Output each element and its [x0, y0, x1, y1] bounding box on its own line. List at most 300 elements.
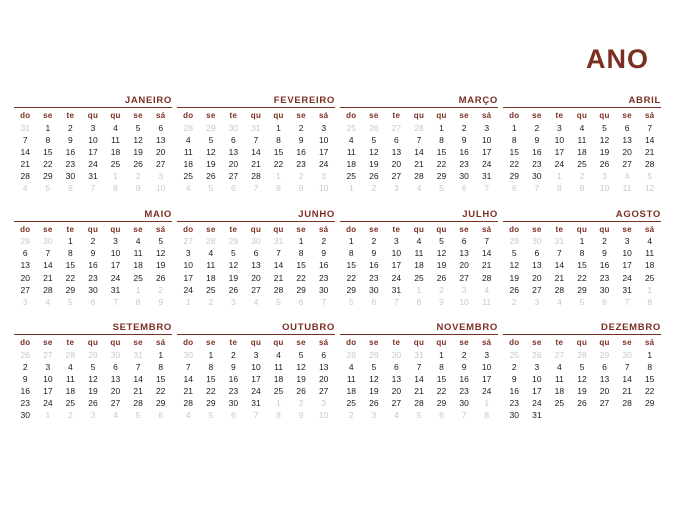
day-cell[interactable]: 6: [231, 410, 236, 421]
day-cell[interactable]: 5: [511, 248, 517, 259]
day-cell[interactable]: 5: [439, 236, 444, 247]
day-cell[interactable]: 25: [346, 171, 357, 182]
day-cell[interactable]: 20: [155, 146, 166, 157]
day-cell[interactable]: 21: [481, 260, 492, 271]
day-cell[interactable]: 27: [554, 349, 565, 360]
day-cell[interactable]: 24: [391, 272, 402, 283]
day-cell[interactable]: 12: [509, 260, 520, 271]
day-cell[interactable]: 2: [22, 362, 28, 373]
day-cell[interactable]: 8: [647, 362, 653, 373]
day-cell[interactable]: 14: [622, 374, 632, 385]
day-cell[interactable]: 2: [511, 362, 517, 373]
day-cell[interactable]: 30: [88, 284, 98, 295]
day-cell[interactable]: 2: [68, 410, 73, 421]
day-cell[interactable]: 14: [481, 248, 492, 259]
day-cell[interactable]: 29: [577, 284, 587, 295]
day-cell[interactable]: 23: [65, 158, 76, 169]
day-cell[interactable]: 21: [414, 386, 424, 397]
day-cell[interactable]: 30: [228, 398, 239, 409]
day-cell[interactable]: 3: [371, 410, 377, 421]
day-cell[interactable]: 3: [45, 362, 51, 373]
day-cell[interactable]: 25: [644, 272, 655, 283]
day-cell[interactable]: 18: [644, 260, 655, 271]
day-cell[interactable]: 23: [88, 272, 98, 283]
day-cell[interactable]: 1: [45, 410, 51, 421]
day-cell[interactable]: 10: [599, 183, 610, 194]
day-cell[interactable]: 16: [88, 260, 98, 271]
day-cell[interactable]: 7: [394, 296, 399, 307]
day-cell[interactable]: 4: [276, 349, 281, 360]
day-cell[interactable]: 17: [554, 146, 565, 157]
day-cell[interactable]: 7: [276, 248, 281, 259]
day-cell[interactable]: 11: [554, 374, 564, 385]
day-cell[interactable]: 14: [20, 146, 31, 157]
day-cell[interactable]: 29: [346, 284, 357, 295]
day-cell[interactable]: 26: [599, 158, 610, 169]
day-cell[interactable]: 4: [579, 122, 585, 133]
day-cell[interactable]: 31: [110, 284, 121, 295]
day-cell[interactable]: 14: [414, 146, 424, 157]
day-cell[interactable]: 29: [228, 236, 239, 247]
day-cell[interactable]: 11: [645, 248, 655, 259]
day-cell[interactable]: 17: [622, 260, 632, 271]
day-cell[interactable]: 17: [481, 374, 492, 385]
day-cell[interactable]: 9: [321, 248, 327, 259]
day-cell[interactable]: 22: [436, 158, 447, 169]
day-cell[interactable]: 13: [20, 260, 31, 271]
day-cell[interactable]: 18: [346, 158, 357, 169]
day-cell[interactable]: 22: [65, 272, 76, 283]
day-cell[interactable]: 1: [158, 349, 164, 360]
day-cell[interactable]: 31: [88, 171, 98, 182]
day-cell[interactable]: 29: [65, 284, 76, 295]
day-cell[interactable]: 14: [414, 374, 424, 385]
day-cell[interactable]: 4: [185, 183, 191, 194]
day-cell[interactable]: 13: [110, 374, 121, 385]
day-cell[interactable]: 1: [208, 349, 214, 360]
day-cell[interactable]: 5: [135, 122, 141, 133]
day-cell[interactable]: 30: [20, 410, 31, 421]
day-cell[interactable]: 3: [534, 362, 540, 373]
day-cell[interactable]: 3: [90, 122, 96, 133]
day-cell[interactable]: 19: [133, 146, 143, 157]
day-cell[interactable]: 2: [461, 349, 467, 360]
day-cell[interactable]: 23: [318, 272, 329, 283]
day-cell[interactable]: 10: [251, 362, 261, 373]
day-cell[interactable]: 8: [439, 362, 444, 373]
day-cell[interactable]: 25: [133, 272, 143, 283]
day-cell[interactable]: 14: [273, 260, 284, 271]
day-cell[interactable]: 7: [45, 248, 51, 259]
day-cell[interactable]: 7: [624, 296, 630, 307]
day-cell[interactable]: 7: [484, 183, 490, 194]
day-cell[interactable]: 28: [481, 272, 492, 283]
day-cell[interactable]: 4: [416, 183, 422, 194]
day-cell[interactable]: 3: [22, 296, 28, 307]
day-cell[interactable]: 4: [624, 171, 630, 182]
day-cell[interactable]: 29: [206, 122, 216, 133]
day-cell[interactable]: 26: [577, 398, 587, 409]
day-cell[interactable]: 25: [65, 398, 76, 409]
day-cell[interactable]: 8: [45, 134, 51, 145]
day-cell[interactable]: 8: [579, 248, 585, 259]
day-cell[interactable]: 12: [133, 134, 143, 145]
day-cell[interactable]: 16: [318, 260, 329, 271]
day-cell[interactable]: 7: [416, 362, 422, 373]
day-cell[interactable]: 7: [90, 183, 96, 194]
day-cell[interactable]: 13: [155, 134, 166, 145]
day-cell[interactable]: 5: [90, 362, 96, 373]
day-cell[interactable]: 5: [208, 134, 214, 145]
day-cell[interactable]: 17: [183, 272, 194, 283]
day-cell[interactable]: 10: [532, 374, 542, 385]
day-cell[interactable]: 11: [274, 362, 283, 373]
day-cell[interactable]: 2: [371, 183, 377, 194]
day-cell[interactable]: 2: [135, 171, 141, 182]
day-cell[interactable]: 28: [206, 236, 216, 247]
day-cell[interactable]: 21: [414, 158, 424, 169]
day-cell[interactable]: 8: [276, 410, 281, 421]
day-cell[interactable]: 6: [68, 183, 73, 194]
day-cell[interactable]: 10: [622, 248, 632, 259]
day-cell[interactable]: 30: [228, 122, 239, 133]
day-cell[interactable]: 5: [45, 183, 51, 194]
day-cell[interactable]: 2: [602, 236, 607, 247]
day-cell[interactable]: 27: [622, 158, 632, 169]
day-cell[interactable]: 13: [622, 134, 632, 145]
day-cell[interactable]: 23: [509, 398, 520, 409]
day-cell[interactable]: 15: [206, 374, 216, 385]
day-cell[interactable]: 11: [622, 183, 632, 194]
day-cell[interactable]: 19: [88, 386, 98, 397]
day-cell[interactable]: 2: [208, 296, 214, 307]
day-cell[interactable]: 6: [624, 122, 630, 133]
day-cell[interactable]: 10: [110, 248, 121, 259]
day-cell[interactable]: 12: [644, 183, 655, 194]
day-cell[interactable]: 1: [68, 236, 73, 247]
day-cell[interactable]: 3: [321, 398, 327, 409]
day-cell[interactable]: 22: [155, 386, 166, 397]
day-cell[interactable]: 13: [532, 260, 542, 271]
day-cell[interactable]: 20: [532, 272, 542, 283]
day-cell[interactable]: 2: [298, 122, 304, 133]
day-cell[interactable]: 29: [20, 236, 31, 247]
day-cell[interactable]: 18: [183, 158, 194, 169]
day-cell[interactable]: 5: [439, 183, 444, 194]
day-cell[interactable]: 26: [509, 284, 520, 295]
day-cell[interactable]: 28: [346, 349, 357, 360]
day-cell[interactable]: 24: [318, 158, 329, 169]
day-cell[interactable]: 29: [43, 171, 53, 182]
day-cell[interactable]: 27: [20, 284, 31, 295]
day-cell[interactable]: 19: [206, 158, 216, 169]
day-cell[interactable]: 27: [391, 398, 402, 409]
day-cell[interactable]: 24: [481, 386, 492, 397]
day-cell[interactable]: 9: [231, 362, 236, 373]
day-cell[interactable]: 9: [135, 183, 141, 194]
day-cell[interactable]: 24: [251, 386, 261, 397]
day-cell[interactable]: 6: [158, 410, 164, 421]
day-cell[interactable]: 1: [276, 122, 281, 133]
day-cell[interactable]: 30: [318, 284, 329, 295]
day-cell[interactable]: 25: [554, 398, 565, 409]
day-cell[interactable]: 29: [436, 171, 447, 182]
day-cell[interactable]: 4: [68, 362, 73, 373]
day-cell[interactable]: 12: [296, 362, 306, 373]
day-cell[interactable]: 12: [577, 374, 587, 385]
day-cell[interactable]: 13: [228, 146, 239, 157]
day-cell[interactable]: 20: [228, 158, 239, 169]
day-cell[interactable]: 21: [644, 146, 655, 157]
day-cell[interactable]: 27: [391, 171, 402, 182]
day-cell[interactable]: 6: [90, 296, 96, 307]
day-cell[interactable]: 9: [579, 183, 585, 194]
day-cell[interactable]: 11: [183, 146, 193, 157]
day-cell[interactable]: 28: [414, 171, 424, 182]
day-cell[interactable]: 3: [113, 236, 118, 247]
day-cell[interactable]: 8: [158, 362, 164, 373]
day-cell[interactable]: 26: [20, 349, 31, 360]
day-cell[interactable]: 5: [416, 410, 422, 421]
day-cell[interactable]: 3: [321, 122, 327, 133]
day-cell[interactable]: 6: [231, 183, 236, 194]
day-cell[interactable]: 21: [183, 386, 194, 397]
day-cell[interactable]: 4: [135, 236, 141, 247]
day-cell[interactable]: 4: [484, 284, 490, 295]
day-cell[interactable]: 23: [532, 158, 542, 169]
day-cell[interactable]: 10: [554, 134, 565, 145]
day-cell[interactable]: 17: [88, 146, 98, 157]
day-cell[interactable]: 31: [391, 284, 402, 295]
day-cell[interactable]: 16: [599, 260, 610, 271]
day-cell[interactable]: 22: [644, 386, 655, 397]
day-cell[interactable]: 8: [135, 296, 141, 307]
day-cell[interactable]: 1: [439, 349, 444, 360]
day-cell[interactable]: 29: [88, 349, 98, 360]
day-cell[interactable]: 25: [346, 122, 357, 133]
day-cell[interactable]: 15: [577, 260, 587, 271]
day-cell[interactable]: 1: [416, 284, 422, 295]
day-cell[interactable]: 6: [298, 296, 304, 307]
day-cell[interactable]: 7: [321, 296, 327, 307]
day-cell[interactable]: 15: [43, 146, 53, 157]
day-cell[interactable]: 8: [511, 134, 517, 145]
day-cell[interactable]: 26: [532, 349, 542, 360]
day-cell[interactable]: 4: [185, 134, 191, 145]
day-cell[interactable]: 24: [88, 158, 98, 169]
day-cell[interactable]: 29: [206, 398, 216, 409]
day-cell[interactable]: 27: [228, 171, 239, 182]
day-cell[interactable]: 19: [436, 260, 447, 271]
day-cell[interactable]: 21: [273, 272, 284, 283]
day-cell[interactable]: 19: [369, 158, 379, 169]
day-cell[interactable]: 9: [22, 374, 28, 385]
day-cell[interactable]: 8: [439, 134, 444, 145]
day-cell[interactable]: 9: [158, 296, 164, 307]
day-cell[interactable]: 20: [110, 386, 121, 397]
day-cell[interactable]: 1: [185, 296, 191, 307]
day-cell[interactable]: 5: [135, 410, 141, 421]
day-cell[interactable]: 23: [459, 386, 469, 397]
day-cell[interactable]: 18: [346, 386, 357, 397]
day-cell[interactable]: 20: [20, 272, 31, 283]
day-cell[interactable]: 27: [459, 272, 469, 283]
day-cell[interactable]: 26: [133, 158, 143, 169]
day-cell[interactable]: 6: [394, 362, 399, 373]
day-cell[interactable]: 19: [509, 272, 520, 283]
day-cell[interactable]: 4: [394, 410, 399, 421]
day-cell[interactable]: 17: [481, 146, 492, 157]
day-cell[interactable]: 31: [251, 122, 261, 133]
day-cell[interactable]: 3: [557, 122, 562, 133]
day-cell[interactable]: 16: [20, 386, 31, 397]
day-cell[interactable]: 7: [416, 134, 422, 145]
day-cell[interactable]: 6: [394, 134, 399, 145]
day-cell[interactable]: 31: [251, 398, 261, 409]
day-cell[interactable]: 1: [276, 171, 281, 182]
day-cell[interactable]: 1: [276, 398, 281, 409]
day-cell[interactable]: 13: [251, 260, 261, 271]
day-cell[interactable]: 3: [534, 296, 540, 307]
day-cell[interactable]: 21: [251, 158, 261, 169]
day-cell[interactable]: 14: [251, 146, 261, 157]
day-cell[interactable]: 29: [369, 349, 379, 360]
day-cell[interactable]: 2: [158, 284, 164, 295]
day-cell[interactable]: 23: [296, 158, 306, 169]
day-cell[interactable]: 1: [298, 236, 304, 247]
day-cell[interactable]: 10: [481, 362, 492, 373]
day-cell[interactable]: 2: [298, 171, 304, 182]
day-cell[interactable]: 1: [348, 183, 354, 194]
day-cell[interactable]: 11: [65, 374, 75, 385]
day-cell[interactable]: 10: [88, 134, 98, 145]
day-cell[interactable]: 29: [509, 171, 520, 182]
day-cell[interactable]: 1: [348, 236, 354, 247]
day-cell[interactable]: 7: [557, 248, 562, 259]
day-cell[interactable]: 13: [391, 374, 402, 385]
day-cell[interactable]: 6: [461, 236, 467, 247]
day-cell[interactable]: 15: [436, 374, 447, 385]
day-cell[interactable]: 10: [183, 260, 194, 271]
day-cell[interactable]: 9: [439, 296, 444, 307]
day-cell[interactable]: 22: [436, 386, 447, 397]
day-cell[interactable]: 17: [110, 260, 121, 271]
day-cell[interactable]: 6: [113, 362, 118, 373]
day-cell[interactable]: 11: [577, 134, 587, 145]
day-cell[interactable]: 27: [251, 284, 261, 295]
day-cell[interactable]: 19: [577, 386, 587, 397]
day-cell[interactable]: 30: [459, 398, 469, 409]
day-cell[interactable]: 2: [511, 296, 517, 307]
day-cell[interactable]: 11: [346, 374, 356, 385]
day-cell[interactable]: 8: [276, 134, 281, 145]
day-cell[interactable]: 17: [318, 146, 329, 157]
day-cell[interactable]: 4: [557, 296, 562, 307]
day-cell[interactable]: 4: [113, 410, 118, 421]
day-cell[interactable]: 12: [436, 248, 447, 259]
day-cell[interactable]: 26: [369, 171, 379, 182]
day-cell[interactable]: 17: [251, 374, 261, 385]
day-cell[interactable]: 22: [577, 272, 587, 283]
day-cell[interactable]: 5: [371, 362, 377, 373]
day-cell[interactable]: 6: [158, 122, 164, 133]
day-cell[interactable]: 16: [532, 146, 542, 157]
day-cell[interactable]: 2: [68, 122, 73, 133]
day-cell[interactable]: 15: [273, 146, 284, 157]
day-cell[interactable]: 8: [484, 410, 490, 421]
day-cell[interactable]: 30: [622, 349, 632, 360]
day-cell[interactable]: 2: [231, 349, 236, 360]
day-cell[interactable]: 2: [371, 236, 377, 247]
day-cell[interactable]: 11: [133, 248, 143, 259]
day-cell[interactable]: 8: [557, 183, 562, 194]
day-cell[interactable]: 9: [534, 134, 540, 145]
day-cell[interactable]: 2: [461, 122, 467, 133]
day-cell[interactable]: 1: [439, 122, 444, 133]
day-cell[interactable]: 14: [133, 374, 143, 385]
day-cell[interactable]: 3: [185, 248, 191, 259]
day-cell[interactable]: 2: [348, 410, 354, 421]
day-cell[interactable]: 11: [111, 134, 120, 145]
day-cell[interactable]: 28: [414, 122, 424, 133]
day-cell[interactable]: 5: [276, 296, 281, 307]
day-cell[interactable]: 6: [231, 134, 236, 145]
day-cell[interactable]: 12: [155, 248, 166, 259]
day-cell[interactable]: 26: [155, 272, 166, 283]
day-cell[interactable]: 9: [298, 183, 304, 194]
day-cell[interactable]: 27: [183, 236, 194, 247]
day-cell[interactable]: 4: [348, 362, 354, 373]
day-cell[interactable]: 23: [459, 158, 469, 169]
day-cell[interactable]: 6: [511, 183, 517, 194]
day-cell[interactable]: 7: [135, 362, 141, 373]
day-cell[interactable]: 29: [296, 284, 306, 295]
day-cell[interactable]: 4: [113, 122, 118, 133]
day-cell[interactable]: 9: [461, 134, 467, 145]
day-cell[interactable]: 25: [206, 284, 216, 295]
day-cell[interactable]: 22: [509, 158, 520, 169]
day-cell[interactable]: 16: [459, 374, 469, 385]
day-cell[interactable]: 6: [602, 362, 607, 373]
day-cell[interactable]: 7: [253, 410, 259, 421]
day-cell[interactable]: 17: [391, 260, 402, 271]
day-cell[interactable]: 1: [647, 349, 653, 360]
day-cell[interactable]: 9: [602, 248, 607, 259]
day-cell[interactable]: 29: [644, 398, 655, 409]
day-cell[interactable]: 15: [644, 374, 655, 385]
day-cell[interactable]: 20: [391, 158, 402, 169]
day-cell[interactable]: 20: [318, 374, 329, 385]
day-cell[interactable]: 10: [43, 374, 53, 385]
day-cell[interactable]: 23: [599, 272, 610, 283]
day-cell[interactable]: 5: [579, 296, 585, 307]
day-cell[interactable]: 31: [532, 410, 542, 421]
day-cell[interactable]: 4: [416, 236, 422, 247]
day-cell[interactable]: 3: [321, 171, 327, 182]
day-cell[interactable]: 27: [391, 122, 402, 133]
day-cell[interactable]: 19: [369, 386, 379, 397]
day-cell[interactable]: 1: [579, 236, 585, 247]
day-cell[interactable]: 31: [554, 236, 565, 247]
day-cell[interactable]: 12: [228, 260, 239, 271]
day-cell[interactable]: 4: [253, 296, 259, 307]
day-cell[interactable]: 30: [532, 171, 542, 182]
day-cell[interactable]: 18: [554, 386, 565, 397]
day-cell[interactable]: 27: [599, 398, 610, 409]
day-cell[interactable]: 5: [371, 134, 377, 145]
day-cell[interactable]: 9: [371, 248, 377, 259]
day-cell[interactable]: 3: [484, 349, 490, 360]
